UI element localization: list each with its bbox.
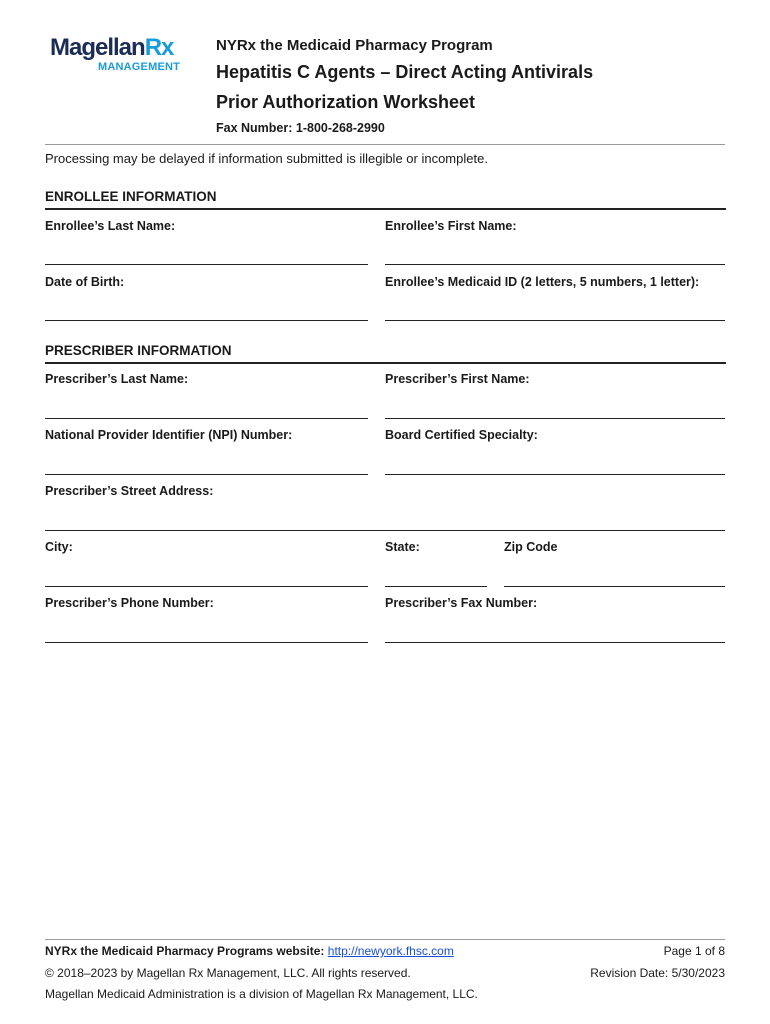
program-name: NYRx the Medicaid Pharmacy Program: [216, 37, 493, 54]
fax-number-label: Prescriber’s Fax Number:: [385, 596, 538, 610]
street-address-field[interactable]: [45, 530, 725, 531]
logo-sub-text: MANAGEMENT: [98, 61, 181, 73]
zip-code-field[interactable]: [504, 586, 725, 587]
footer-website-line: [45, 944, 454, 958]
form-title-line2: Prior Authorization Worksheet: [216, 92, 476, 112]
board-specialty-field[interactable]: [385, 474, 725, 475]
enrollee-first-name-label: Enrollee’s First Name:: [385, 219, 517, 233]
form-title-line1: Hepatitis C Agents – Direct Acting Antivirals: [216, 62, 594, 82]
phone-number-label: Prescriber’s Phone Number:: [45, 596, 214, 610]
prescriber-last-name-field[interactable]: [45, 418, 368, 419]
footer-website-label: NYRx the Medicaid Pharmacy Programs website:: [45, 944, 325, 958]
enrollee-section-title: ENROLLEE INFORMATION: [45, 189, 217, 204]
footer-divider: [45, 939, 725, 940]
fax-number-field[interactable]: [385, 642, 725, 643]
footer-website-link[interactable]: http://newyork.fhsc.com: [327, 944, 454, 958]
prescriber-section-title: PRESCRIBER INFORMATION: [45, 343, 232, 358]
state-field[interactable]: [385, 586, 487, 587]
magellan-rx-logo: [50, 34, 190, 78]
fax-number: Fax Number: 1-800-268-2990: [216, 121, 385, 135]
street-address-label: Prescriber’s Street Address:: [45, 484, 214, 498]
enrollee-section-divider: [45, 208, 726, 210]
prescriber-section-divider: [45, 362, 726, 364]
phone-number-field[interactable]: [45, 642, 368, 643]
prescriber-last-name-label: Prescriber’s Last Name:: [45, 372, 189, 386]
prescriber-first-name-field[interactable]: [385, 418, 725, 419]
footer-copyright: © 2018–2023 by Magellan Rx Management, LLC. All rights reserved.: [45, 966, 411, 980]
date-of-birth-label: Date of Birth:: [45, 275, 125, 289]
date-of-birth-field[interactable]: [45, 320, 368, 321]
city-field[interactable]: [45, 586, 368, 587]
medicaid-id-field[interactable]: [385, 320, 725, 321]
footer-division: Magellan Medicaid Administration is a division of Magellan Rx Management, LLC.: [45, 987, 478, 1001]
enrollee-first-name-field[interactable]: [385, 264, 725, 265]
revision-date: Revision Date: 5/30/2023: [590, 966, 725, 980]
board-specialty-label: Board Certified Specialty:: [385, 428, 538, 442]
npi-number-field[interactable]: [45, 474, 368, 475]
city-label: City:: [45, 540, 73, 554]
processing-notice: Processing may be delayed if information submitted is illegible or incomplete.: [45, 151, 488, 166]
page-number: Page 1 of 8: [663, 944, 725, 958]
medicaid-id-label: Enrollee’s Medicaid ID (2 letters, 5 numbers, 1 letter):: [385, 275, 700, 289]
enrollee-last-name-label: Enrollee’s Last Name:: [45, 219, 176, 233]
header-divider: [45, 144, 725, 145]
prescriber-first-name-label: Prescriber’s First Name:: [385, 372, 530, 386]
state-label: State:: [385, 540, 420, 554]
zip-code-label: Zip Code: [504, 540, 558, 554]
enrollee-last-name-field[interactable]: [45, 264, 368, 265]
logo-main-text: Magellan: [50, 34, 145, 61]
npi-number-label: National Provider Identifier (NPI) Number:: [45, 428, 293, 442]
logo-rx-text: Rx: [144, 34, 174, 61]
